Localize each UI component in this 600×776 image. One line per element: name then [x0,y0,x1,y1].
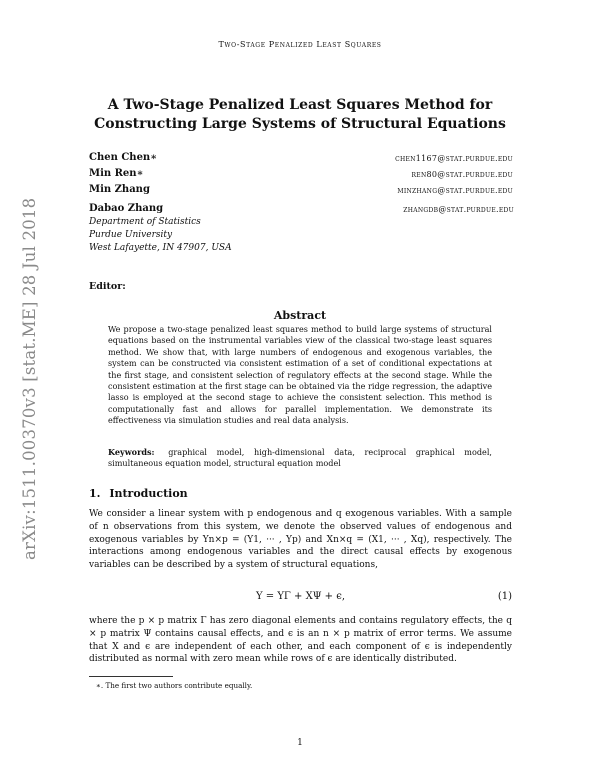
affiliation-department: Department of Statistics [89,217,201,227]
arxiv-stamp [20,190,44,560]
footnote: ∗. The first two authors contribute equally. [96,681,253,690]
section-title: Introduction [109,487,188,500]
author-email[interactable]: zhangdb@stat.purdue.edu [403,205,514,214]
footnote-rule [89,676,173,677]
page-number: 1 [297,738,303,748]
author-name: Min Ren∗ [89,168,144,179]
title-line-2: Constructing Large Systems of Structural Equations [94,116,506,132]
keywords-label: Keywords: [108,447,155,457]
intro-paragraph-2: where the p × p matrix Γ has zero diagonal elements and contains regulatory effects, the q × p matrix Ψ contains causal effects, and ϵ is an n × p matrix of error terms. We assume that X and ϵ are independent of each other, and each component of ϵ is independently distributed as normal with zero mean while rows of ϵ are identically distributed. [89,616,512,665]
arxiv-identifier: arXiv:1511.00370v3 [stat.ME] 28 Jul 2018 [20,197,39,560]
editor-label: Editor: [89,281,126,292]
intro-paragraph-1: We consider a linear system with p endogenous and q exogenous variables. With a sample of n observations from this system, we denote the observed values of endogenous and exogenous variables by Yn×p = (Y1, ··· , Yp) and Xn×q = (X1, ··· , Xq), respectively. The interactions among endogenous variables and the direct causal effects by exogenous variables can be described by a system of structural equations, [89,509,512,571]
author-email[interactable]: minzhang@stat.purdue.edu [397,186,513,195]
author-email[interactable]: chen1167@stat.purdue.edu [395,154,513,163]
abstract-text: We propose a two-stage penalized least squares method to build large systems of structural equations based on the instrumental variables view of the classical two-stage least squares method. We show that, with large numbers of endogenous and exogenous variables, the system can be constructed via consistent estimation of a set of conditional expectations at the first stage, and consistent selection of regulatory effects at the second stage. While the consistent estimation at the first stage can be obtained via the ridge regression, the adaptive lasso is employed at the second stage to achieve the consistent selection. This method is computationally fast and allows for parallel implementation. We demonstrate its effectiveness via simulation studies and real data analysis. [108,324,492,426]
section-number: 1. [89,487,101,500]
affiliation [89,216,232,255]
affiliation-location: West Lafayette, IN 47907, USA [89,243,232,253]
equation-body: Y = YΓ + XΨ + ϵ, [255,591,346,602]
keywords [108,447,492,470]
abstract-heading: Abstract [273,309,327,322]
author-name: Min Zhang [89,184,150,195]
paper-title [80,96,520,134]
affiliation-university: Purdue University [89,230,173,240]
section-heading [89,487,188,500]
keywords-text: graphical model, high-dimensional data, reciprocal graphical model, simultaneous equation model, structural equation model [108,447,492,469]
title-line-1: A Two-Stage Penalized Least Squares Method for [107,97,493,113]
running-head: Two-Stage Penalized Least Squares [218,40,382,49]
author-name: Dabao Zhang [89,203,164,214]
author-name: Chen Chen∗ [89,152,158,163]
equation-number: (1) [497,591,512,602]
author-email[interactable]: ren80@stat.purdue.edu [411,170,513,179]
